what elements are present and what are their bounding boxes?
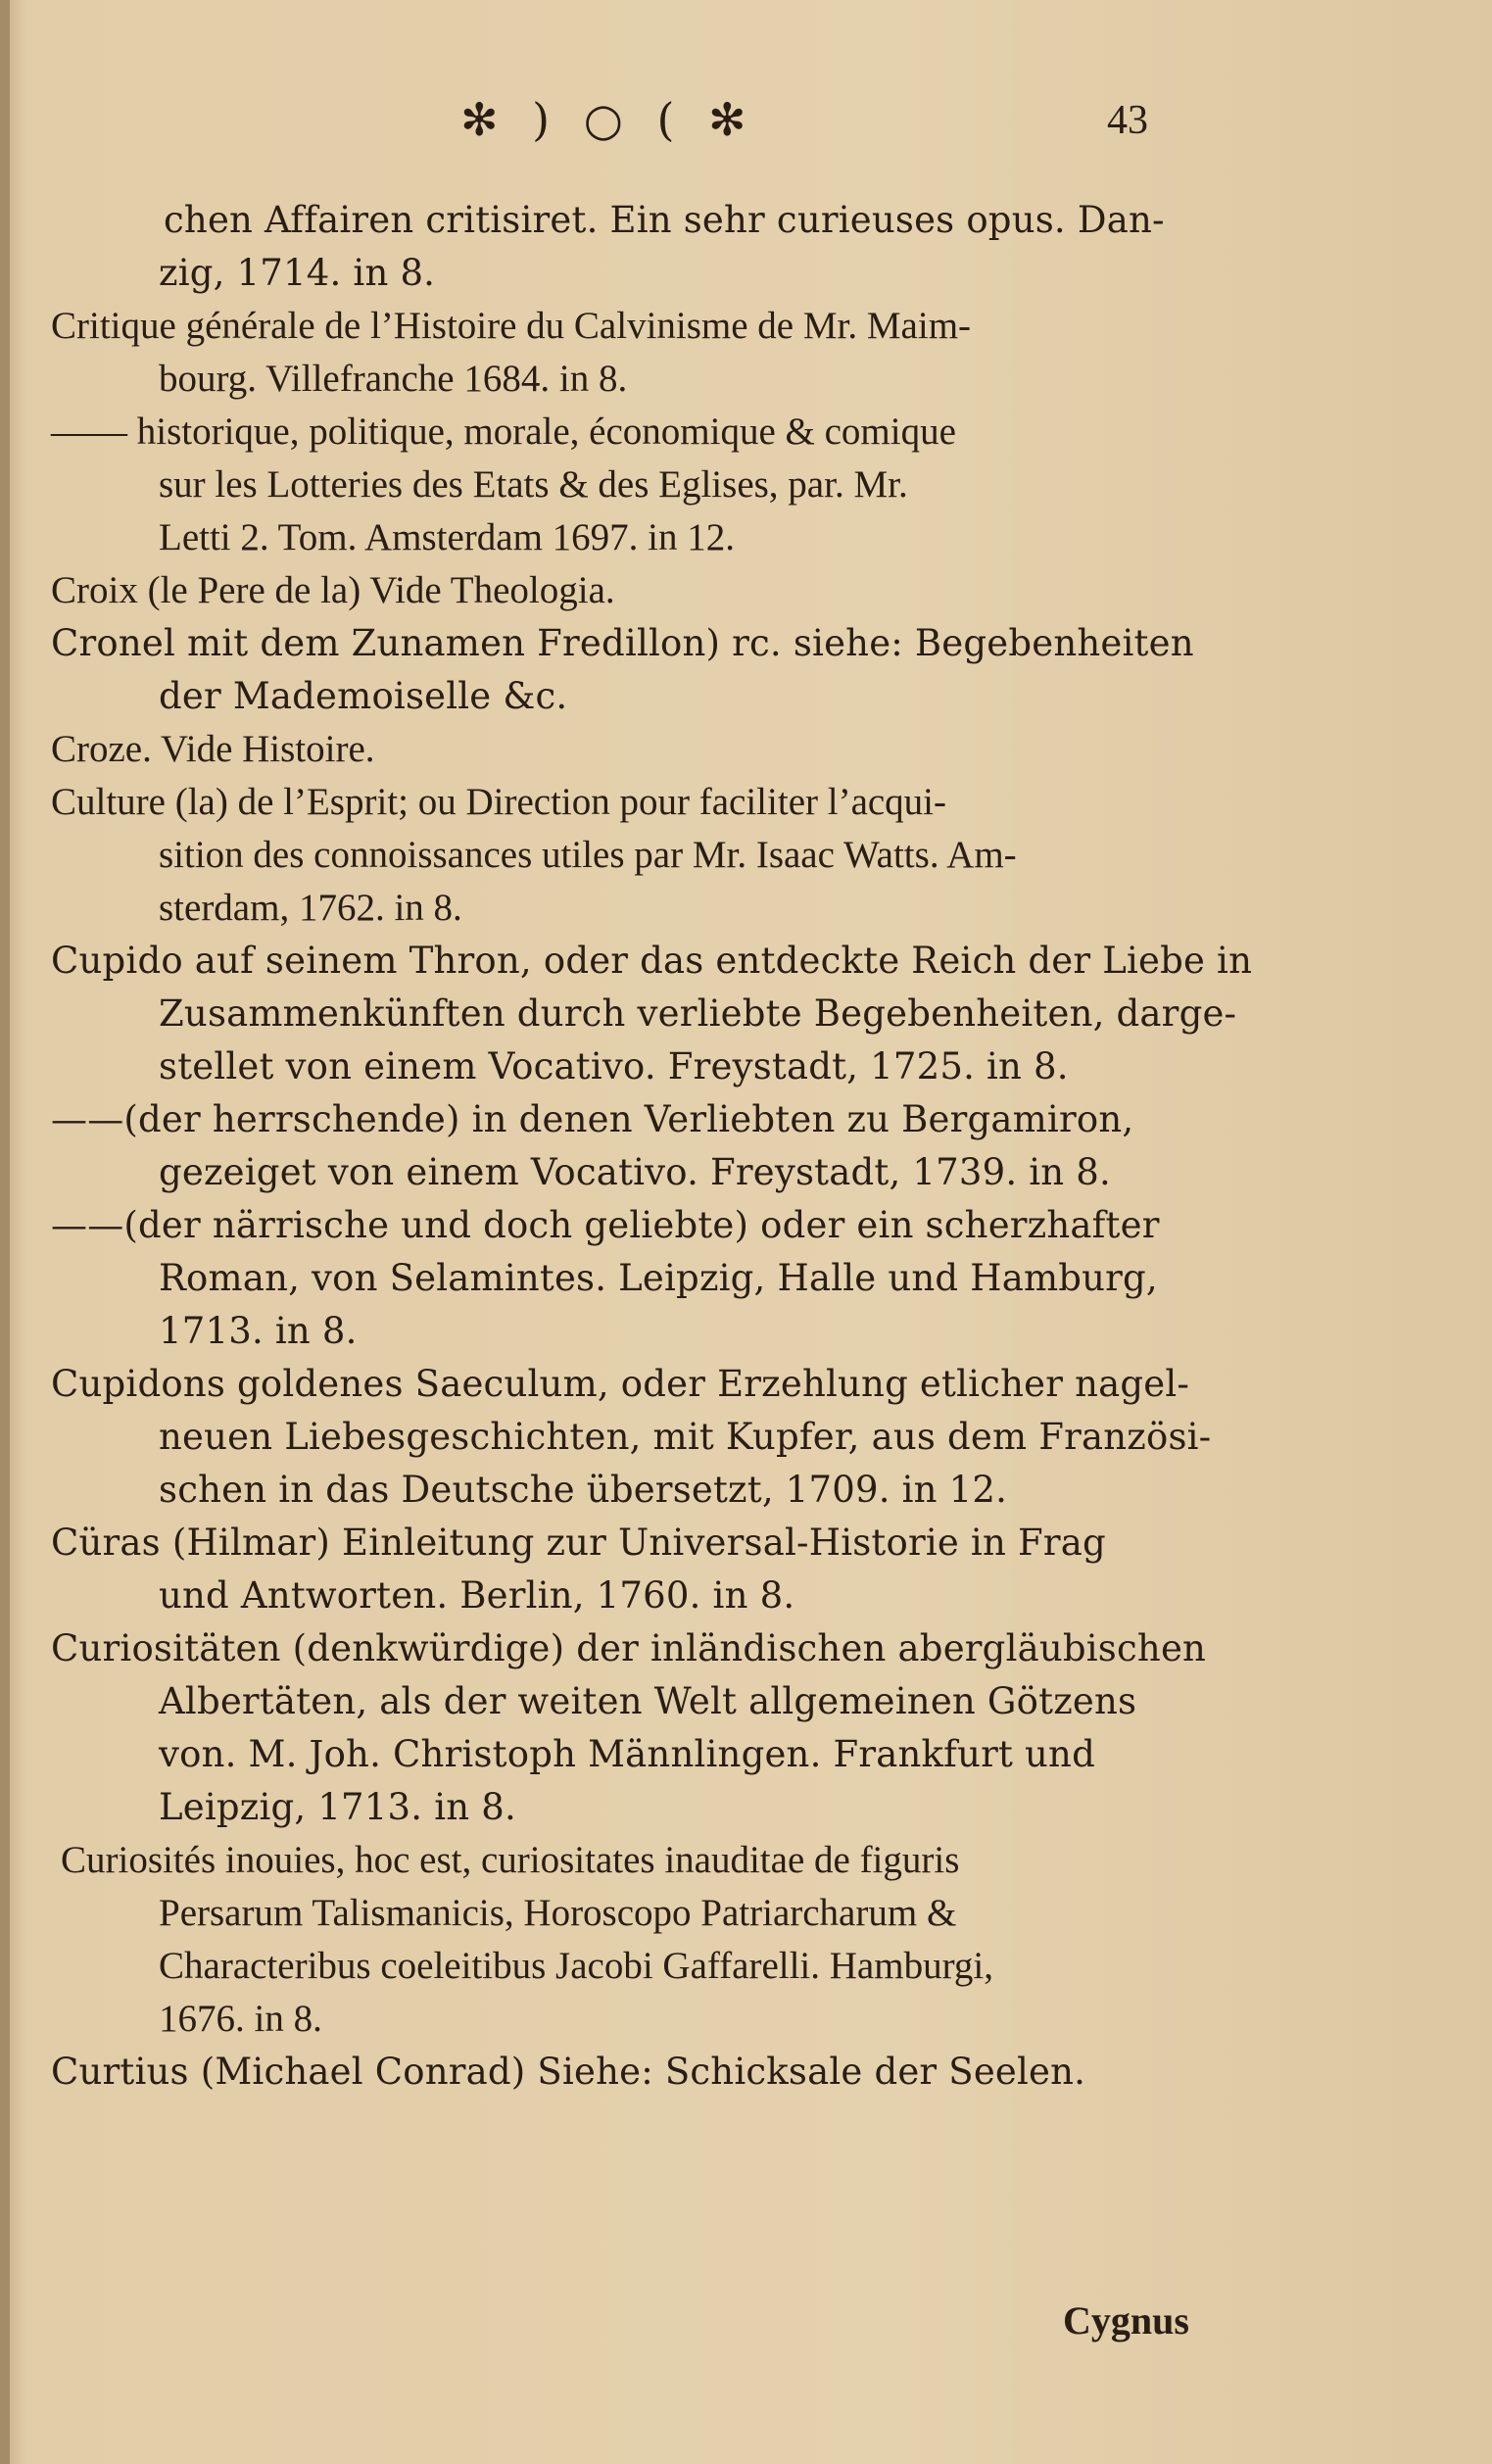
text-line: gezeiget von einem Vocativo. Freystadt, 1739. in 8.	[159, 1151, 1111, 1193]
text-line: 1676. in 8.	[159, 1998, 322, 2040]
text-line: Croze. Vide Histoire.	[51, 728, 375, 770]
text-line: ——(der herrschende) in denen Verliebten zu Bergamiron,	[51, 1098, 1134, 1140]
text-line: Zusammenkünften durch verliebte Begebenheiten, darge-	[159, 992, 1237, 1035]
page-header	[0, 93, 1492, 162]
page-spine-shadow	[0, 0, 10, 2464]
text-line: stellet von einem Vocativo. Freystadt, 1725. in 8.	[159, 1045, 1069, 1087]
text-line: ——(der närrische und doch geliebte) oder ein scherzhafter	[51, 1204, 1160, 1246]
header-ornament: ✻ ) ○ ( ✻	[460, 93, 756, 146]
catchword: Cygnus	[1063, 2298, 1189, 2343]
text-line: sterdam, 1762. in 8.	[159, 887, 462, 929]
text-line: von. M. Joh. Christoph Männlingen. Frankfurt und	[159, 1733, 1095, 1775]
text-line: sur les Lotteries des Etats & des Eglises, par. Mr.	[159, 463, 908, 506]
text-line: schen in das Deutsche übersetzt, 1709. in 12.	[159, 1469, 1008, 1511]
page-number: 43	[1107, 98, 1148, 143]
text-line: chen Affairen critisiret. Ein sehr curieuses opus. Dan-	[164, 199, 1165, 241]
text-line: Culture (la) de l’Esprit; ou Direction pour faciliter l’acqui-	[51, 781, 947, 823]
text-line: Critique générale de l’Histoire du Calvinisme de Mr. Maim-	[51, 305, 972, 347]
text-line: bourg. Villefranche 1684. in 8.	[159, 358, 628, 400]
text-line: Characteribus coeleitibus Jacobi Gaffarelli. Hamburgi,	[159, 1945, 993, 1987]
text-line: Curiosités inouies, hoc est, curiositates inauditae de figuris	[61, 1839, 960, 1881]
text-line: Cronel mit dem Zunamen Fredillon) rc. siehe: Begebenheiten	[51, 622, 1194, 664]
text-line: Albertäten, als der weiten Welt allgemeinen Götzens	[159, 1680, 1137, 1722]
text-line: neuen Liebesgeschichten, mit Kupfer, aus dem Französi-	[159, 1416, 1212, 1458]
text-line: sition des connoissances utiles par Mr. Isaac Watts. Am-	[159, 834, 1017, 876]
text-line: Croix (le Pere de la) Vide Theologia.	[51, 569, 615, 611]
text-line: Letti 2. Tom. Amsterdam 1697. in 12.	[159, 516, 736, 558]
text-line: Cüras (Hilmar) Einleitung zur Universal-Historie in Frag	[51, 1522, 1106, 1564]
text-line: Leipzig, 1713. in 8.	[159, 1786, 516, 1828]
text-line: Curiositäten (denkwürdige) der inländischen abergläubischen	[51, 1627, 1207, 1669]
text-line: Roman, von Selamintes. Leipzig, Halle und Hamburg,	[159, 1257, 1158, 1299]
text-line: Cupidons goldenes Saeculum, oder Erzehlung etlicher nagel-	[51, 1363, 1190, 1405]
text-line: zig, 1714. in 8.	[159, 252, 436, 294]
text-line: und Antworten. Berlin, 1760. in 8.	[159, 1574, 795, 1617]
text-line: —— historique, politique, morale, économique & comique	[51, 411, 956, 453]
text-line: Cupido auf seinem Thron, oder das entdeckte Reich der Liebe in	[51, 940, 1253, 982]
text-line: der Mademoiselle &c.	[159, 675, 568, 717]
text-line: Persarum Talismanicis, Horoscopo Patriarcharum &	[159, 1892, 957, 1934]
text-line: 1713. in 8.	[159, 1310, 358, 1352]
text-line: Curtius (Michael Conrad) Siehe: Schicksale der Seelen.	[51, 2051, 1086, 2093]
